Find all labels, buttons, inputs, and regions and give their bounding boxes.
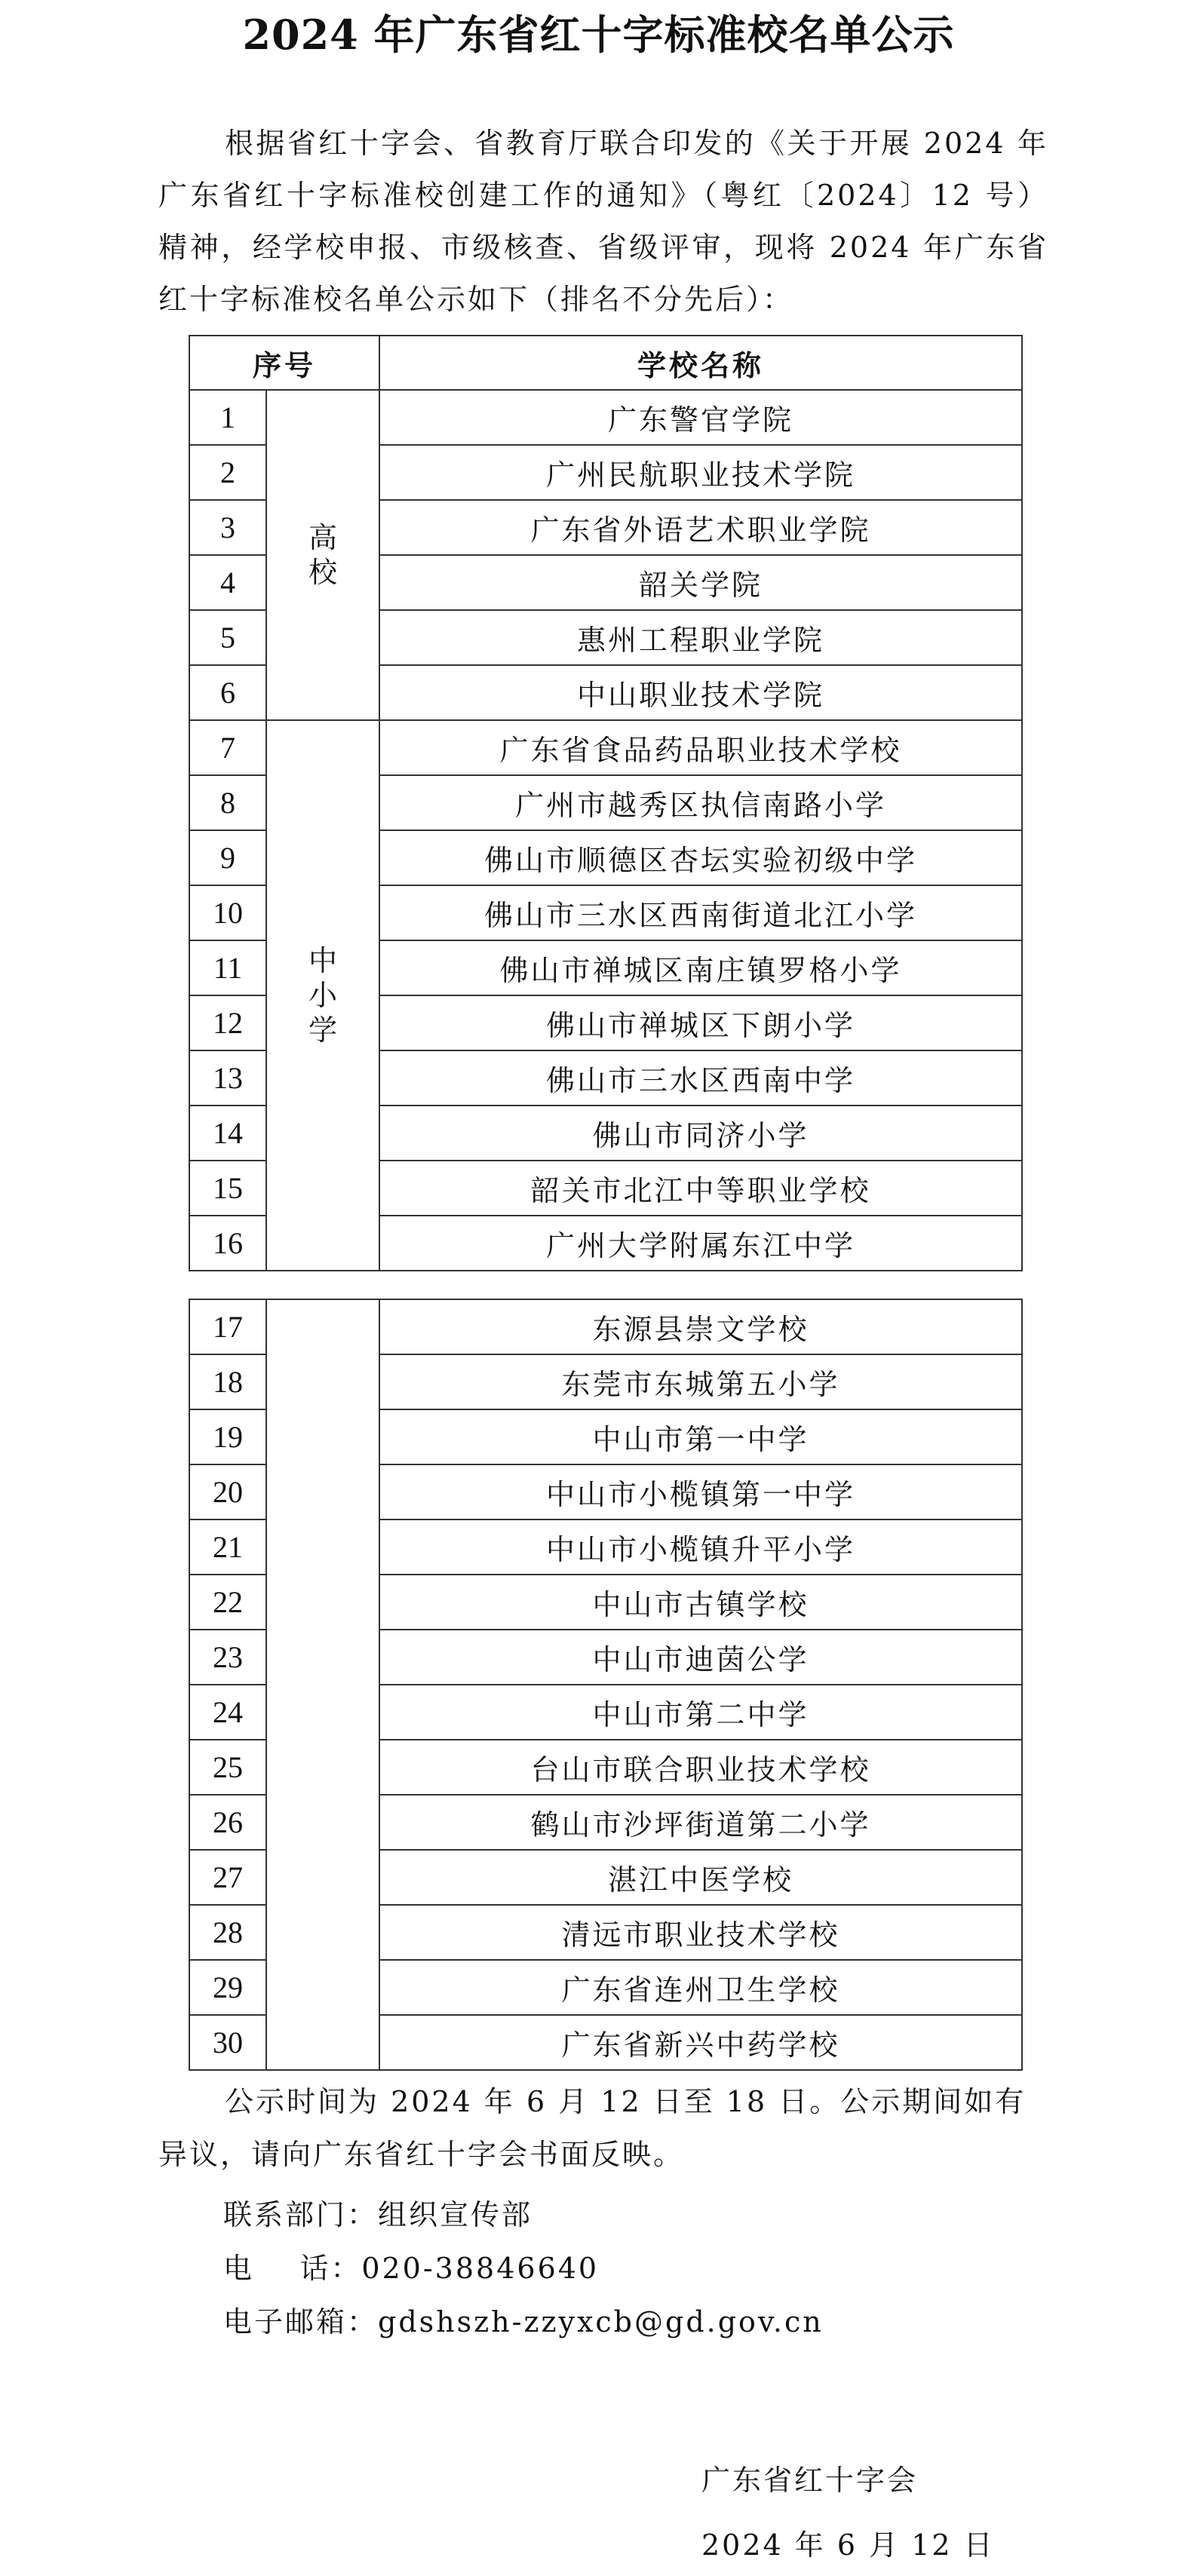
category-label: 高校 [308,521,340,589]
signature-date: 2024 年 6 月 12 日 [701,2528,995,2562]
row-number: 30 [189,2015,266,2070]
school-name: 广州民航职业技术学院 [379,445,1022,500]
row-number: 18 [189,1354,266,1409]
row-number: 19 [189,1409,266,1464]
row-number: 28 [189,1905,266,1960]
school-name: 广东省连州卫生学校 [379,1960,1022,2015]
row-number: 12 [189,995,266,1050]
school-name: 惠州工程职业学院 [379,610,1022,665]
row-number: 6 [189,665,266,720]
school-name: 韶关学院 [379,555,1022,610]
row-number: 25 [189,1740,266,1795]
contact-email: 电子邮箱：gdshszh-zzyxcb@gd.gov.cn [223,2305,824,2338]
school-name: 中山市小榄镇第一中学 [379,1464,1022,1520]
school-name: 韶关市北江中等职业学校 [379,1161,1022,1216]
row-number: 26 [189,1795,266,1850]
school-name: 佛山市禅城区南庄镇罗格小学 [379,940,1022,995]
school-name: 佛山市三水区西南中学 [379,1050,1022,1106]
row-number: 2 [189,445,266,500]
school-name: 中山市第一中学 [379,1409,1022,1464]
signature-organization: 广东省红十字会 [701,2464,919,2497]
school-name: 佛山市同济小学 [379,1106,1022,1161]
category-cell [266,390,379,720]
school-name: 东莞市东城第五小学 [379,1354,1022,1409]
row-number: 29 [189,1960,266,2015]
school-name: 广东省外语艺术职业学院 [379,500,1022,555]
row-number: 8 [189,775,266,830]
school-name: 东源县崇文学校 [379,1299,1022,1354]
school-name: 台山市联合职业技术学校 [379,1740,1022,1795]
row-number: 17 [189,1299,266,1354]
row-number: 21 [189,1520,266,1575]
school-name: 中山市迪茵公学 [379,1630,1022,1685]
school-name: 湛江中医学校 [379,1850,1022,1905]
school-name: 佛山市三水区西南街道北江小学 [379,885,1022,940]
row-number: 16 [189,1216,266,1271]
row-number: 1 [189,390,266,445]
table-row [189,390,1022,445]
school-name: 中山市古镇学校 [379,1575,1022,1630]
row-number: 7 [189,720,266,775]
notice-period-text: 公示时间为 2024 年 6 月 12 日至 18 日。公示期间如有异议，请向广东省红十字会书面反映。 [158,2085,1027,2171]
school-name: 广州大学附属东江中学 [379,1216,1022,1271]
table-row [189,720,1022,775]
row-number: 13 [189,1050,266,1106]
contact-phone: 电 话：020-38846640 [223,2252,600,2285]
row-number: 3 [189,500,266,555]
school-name: 中山市第二中学 [379,1685,1022,1740]
row-number: 4 [189,555,266,610]
school-name: 广东警官学院 [379,390,1022,445]
row-number: 15 [189,1161,266,1216]
school-name: 中山市小榄镇升平小学 [379,1520,1022,1575]
school-name: 广东省新兴中药学校 [379,2015,1022,2070]
row-number: 9 [189,830,266,885]
school-name: 佛山市顺德区杏坛实验初级中学 [379,830,1022,885]
header-school-name: 学校名称 [379,336,1022,390]
page-title: 2024 年广东省红十字标准校名单公示 [242,11,955,59]
category-cell [266,720,379,1271]
row-number: 22 [189,1575,266,1630]
row-number: 27 [189,1850,266,1905]
category-cell [266,1299,379,2070]
row-number: 20 [189,1464,266,1520]
row-number: 5 [189,610,266,665]
school-name: 广州市越秀区执信南路小学 [379,775,1022,830]
school-name: 鹤山市沙坪街道第二小学 [379,1795,1022,1850]
school-name: 中山职业技术学院 [379,665,1022,720]
row-number: 11 [189,940,266,995]
row-number: 23 [189,1630,266,1685]
table-row [189,1299,1022,1354]
school-list-table-part1 [189,335,1023,1271]
school-name: 清远市职业技术学校 [379,1905,1022,1960]
category-label: 中小学 [308,944,340,1047]
row-number: 14 [189,1106,266,1161]
school-name: 广东省食品药品职业技术学校 [379,720,1022,775]
contact-department: 联系部门：组织宣传部 [223,2198,533,2231]
header-index: 序号 [189,336,379,390]
school-list-table-part2 [189,1299,1023,2071]
row-number: 10 [189,885,266,940]
school-name: 佛山市禅城区下朗小学 [379,995,1022,1050]
table-header-row [189,336,1022,390]
intro-paragraph: 根据省红十字会、省教育厅联合印发的《关于开展 2024 年广东省红十字标准校创建工作的通知》（粤红〔2024〕12 号）精神，经学校申报、市级核查、省级评审，现将 2024 年广东省红十字标准校名单公示如下（排名不分先后）： [158,127,1048,316]
row-number: 24 [189,1685,266,1740]
